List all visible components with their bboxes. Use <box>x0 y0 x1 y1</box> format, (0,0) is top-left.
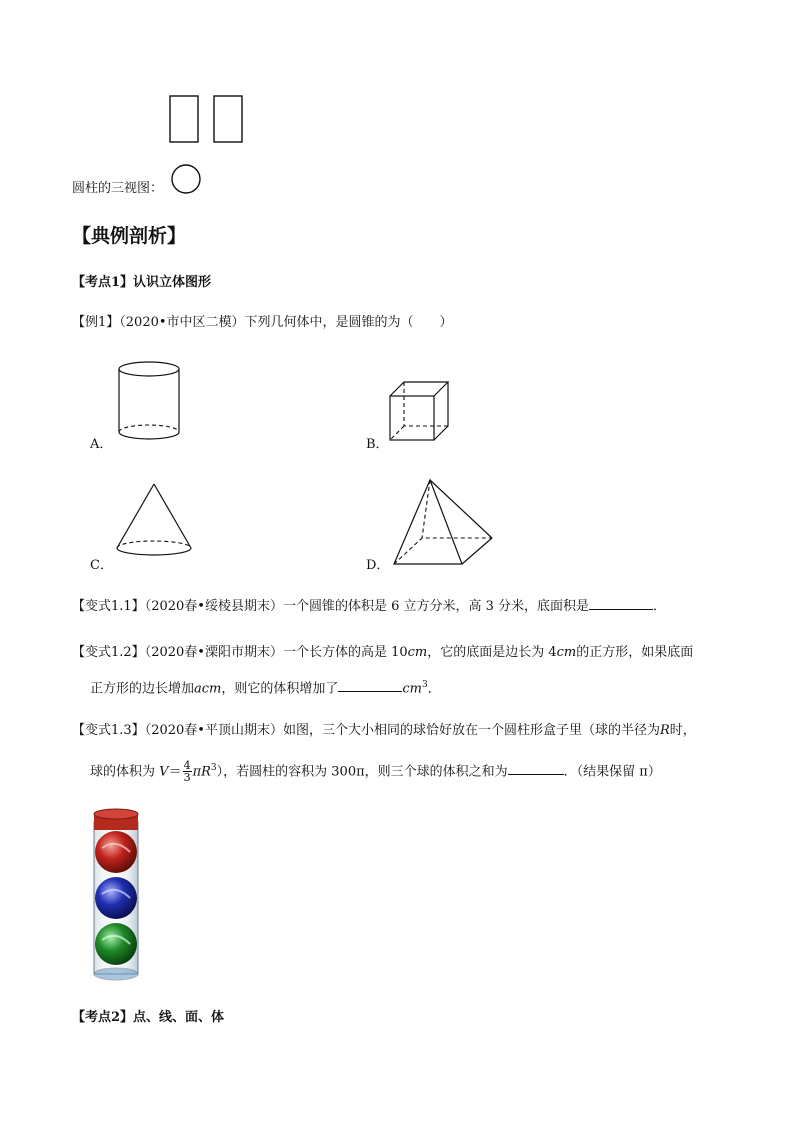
section-heading: 【典例剖析】 <box>72 225 187 247</box>
answer-blank <box>338 679 402 692</box>
fraction-denominator: 3 <box>183 771 191 785</box>
variant1-2-text-b: ，它的底面是边长为 4 <box>427 645 557 660</box>
unit-cm: cm <box>556 645 577 660</box>
variant1-2-text-c: 的正方形，如果底面 <box>576 645 694 660</box>
answer-blank <box>589 597 653 610</box>
variant1-2-tag: 【变式1.2】 <box>72 645 145 660</box>
topic1-title: 认识立体图形 <box>133 275 212 290</box>
variant1-3-line2 <box>90 755 661 785</box>
option-c-label: C． <box>90 558 113 573</box>
unit-cm: cm <box>407 645 428 660</box>
var-acm: acm <box>194 681 222 697</box>
example1-source: （2020•市中区二模） <box>119 315 245 330</box>
unit-cm3: cm <box>402 681 422 697</box>
exponent: 3 <box>422 680 428 690</box>
formula-eq: ＝ <box>168 764 182 780</box>
variant1-2-end: ． <box>427 681 441 697</box>
option-d-pyramid <box>390 478 496 568</box>
answer-blank <box>508 762 564 775</box>
fraction <box>183 760 192 783</box>
variant1-2-line2-a: 正方形的边长增加 <box>90 681 195 697</box>
example1-question <box>72 314 453 332</box>
topic1-tag: 【考点1】 <box>72 275 134 290</box>
var-R: R <box>659 723 670 738</box>
front-view-rect <box>170 96 198 142</box>
option-b-label: B． <box>366 437 389 452</box>
variant1-1-question <box>72 597 666 616</box>
blue-ball <box>95 877 137 919</box>
variant1-3-line1-text: （2020春•平顶山期末）如图，三个大小相同的球恰好放在一个圆柱形盒子里（球的半径为 <box>144 723 660 738</box>
option-c-cone <box>114 482 194 558</box>
example1-tag: 【例1】 <box>72 315 120 330</box>
variant1-3-line2-a: 球的体积为 <box>90 764 156 780</box>
variant1-1-end: ． <box>653 599 667 614</box>
formula-rest: πR <box>192 764 211 780</box>
option-a-cylinder <box>116 360 186 446</box>
top-view-circle <box>172 165 200 193</box>
fraction-numerator: 4 <box>183 759 191 773</box>
formula-V: V <box>159 764 169 780</box>
variant1-3-line2-c: ．（结果保留 π） <box>563 764 661 780</box>
variant1-1-tag: 【变式1.1】 <box>72 599 145 614</box>
variant1-3-line2-b: ），若圆柱的容积为 300π，则三个球的体积之和为 <box>216 764 508 780</box>
example1-text: 下列几何体中，是圆锥的为（ ） <box>244 315 453 330</box>
variant1-1-text: （2020春•绥棱县期末）一个圆锥的体积是 6 立方分米，高 3 分米，底面积是 <box>144 599 590 614</box>
ball-cylinder-figure <box>88 808 144 984</box>
three-views-label: 圆柱的三视图： <box>72 181 164 196</box>
topic2-heading <box>72 1009 224 1027</box>
formula-exponent: 3 <box>210 763 217 773</box>
option-d-label: D． <box>366 558 390 573</box>
three-views-figure <box>168 94 248 196</box>
variant1-2-text-a: （2020春•溧阳市期末）一个长方体的高是 10 <box>144 645 408 660</box>
variant1-2-line2 <box>90 676 441 698</box>
topic1-heading <box>72 274 211 292</box>
variant1-2-line1 <box>72 644 693 662</box>
green-ball <box>95 923 137 965</box>
topic2-title: 点、线、面、体 <box>133 1010 225 1025</box>
variant1-3-line1 <box>72 722 696 740</box>
side-view-rect <box>214 96 242 142</box>
topic2-tag: 【考点2】 <box>72 1010 134 1025</box>
red-ball <box>95 831 137 873</box>
variant1-3-tag: 【变式1.3】 <box>72 723 145 738</box>
variant1-2-line2-b: ，则它的体积增加了 <box>221 681 339 697</box>
option-a-label: A． <box>90 437 113 452</box>
variant1-3-line1-end: 时， <box>669 723 696 738</box>
option-b-cube <box>388 380 452 444</box>
